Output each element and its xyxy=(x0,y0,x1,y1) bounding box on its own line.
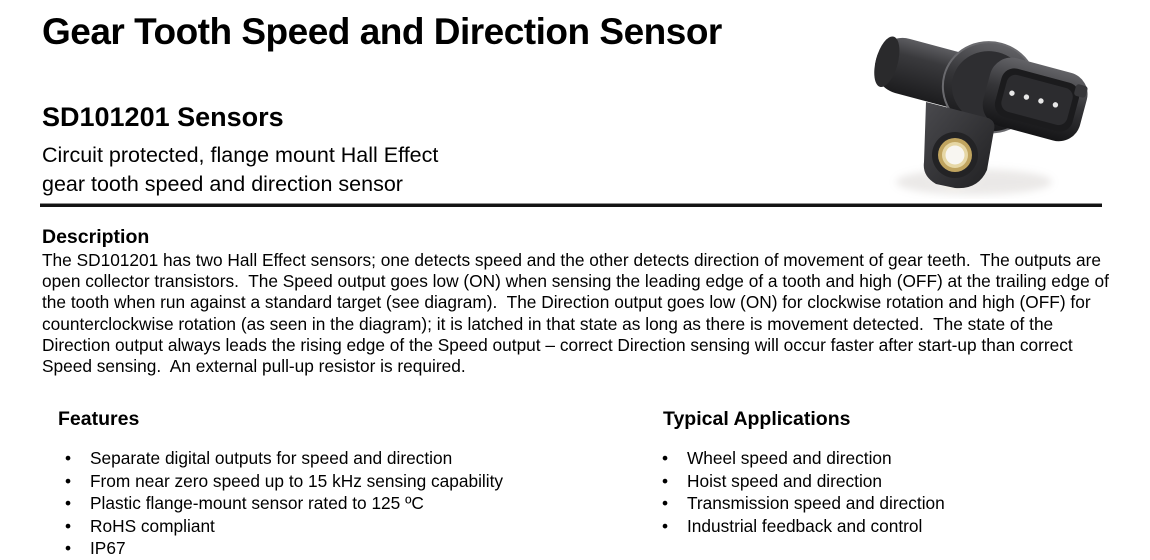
list-item xyxy=(58,470,618,493)
bullet-icon: • xyxy=(65,448,72,468)
description-body: The SD101201 has two Hall Effect sensors; one detects speed and the other detects direction of movement of gear teeth. The outputs are open collector transistors. The Speed output goes low (ON) when sensing the leading edge of a tooth and high (OFF) at the trailing edge of the tooth when run against a standard target (see diagram). The Direction output goes low (ON) for clockwise rotation and high (OFF) for counterclockwise rotation (as seen in the diagram); it is latched in that state as long as there is movement detected. The state of the Direction output always leads the rising edge of the Speed output – correct Direction sensing will occur faster after start-up than correct Speed sensing. An external pull-up resistor is required. xyxy=(42,250,1114,377)
bullet-icon: • xyxy=(662,515,669,536)
list-item xyxy=(655,447,1115,470)
bullet-icon: • xyxy=(65,470,72,491)
list-item-text: Separate digital outputs for speed and direction xyxy=(90,448,453,468)
list-item xyxy=(655,470,1115,493)
applications-list xyxy=(655,447,1115,537)
page-title: Gear Tooth Speed and Direction Sensor xyxy=(42,11,722,52)
list-item xyxy=(655,515,1115,538)
bullet-icon: • xyxy=(662,448,669,468)
bullet-icon: • xyxy=(662,493,669,513)
bullet-icon: • xyxy=(65,493,72,513)
list-item-text: Wheel speed and direction xyxy=(687,448,892,468)
list-item xyxy=(58,515,618,538)
features-list xyxy=(58,447,618,560)
bullet-icon: • xyxy=(65,538,72,558)
product-subtitle xyxy=(42,141,438,198)
list-item-text: RoHS compliant xyxy=(90,515,215,536)
subtitle-line-2: gear tooth speed and direction sensor xyxy=(42,171,403,196)
subtitle-line-1: Circuit protected, flange mount Hall Effect xyxy=(42,143,439,167)
bullet-icon: • xyxy=(662,470,669,491)
sensor-product-photo xyxy=(856,18,1120,202)
description-heading: Description xyxy=(42,226,150,248)
applications-heading: Typical Applications xyxy=(663,408,851,430)
list-item-text: Transmission speed and direction xyxy=(687,493,945,513)
list-item-text: Industrial feedback and control xyxy=(687,515,923,536)
list-item xyxy=(655,492,1115,515)
list-item-text: IP67 xyxy=(90,538,126,558)
list-item-text: From near zero speed up to 15 kHz sensing capability xyxy=(90,470,504,491)
list-item xyxy=(58,447,618,470)
gear-tooth-sensor-photo-icon xyxy=(856,18,1120,202)
list-item xyxy=(58,492,618,515)
list-item xyxy=(58,537,618,560)
bullet-icon: • xyxy=(65,515,72,536)
product-name: SD101201 Sensors xyxy=(42,102,284,132)
list-item-text: Hoist speed and direction xyxy=(687,470,883,491)
features-heading: Features xyxy=(58,408,140,430)
header-divider xyxy=(40,203,1102,207)
brass-bushing xyxy=(932,132,978,178)
list-item-text: Plastic flange-mount sensor rated to 125 ºC xyxy=(90,493,424,513)
